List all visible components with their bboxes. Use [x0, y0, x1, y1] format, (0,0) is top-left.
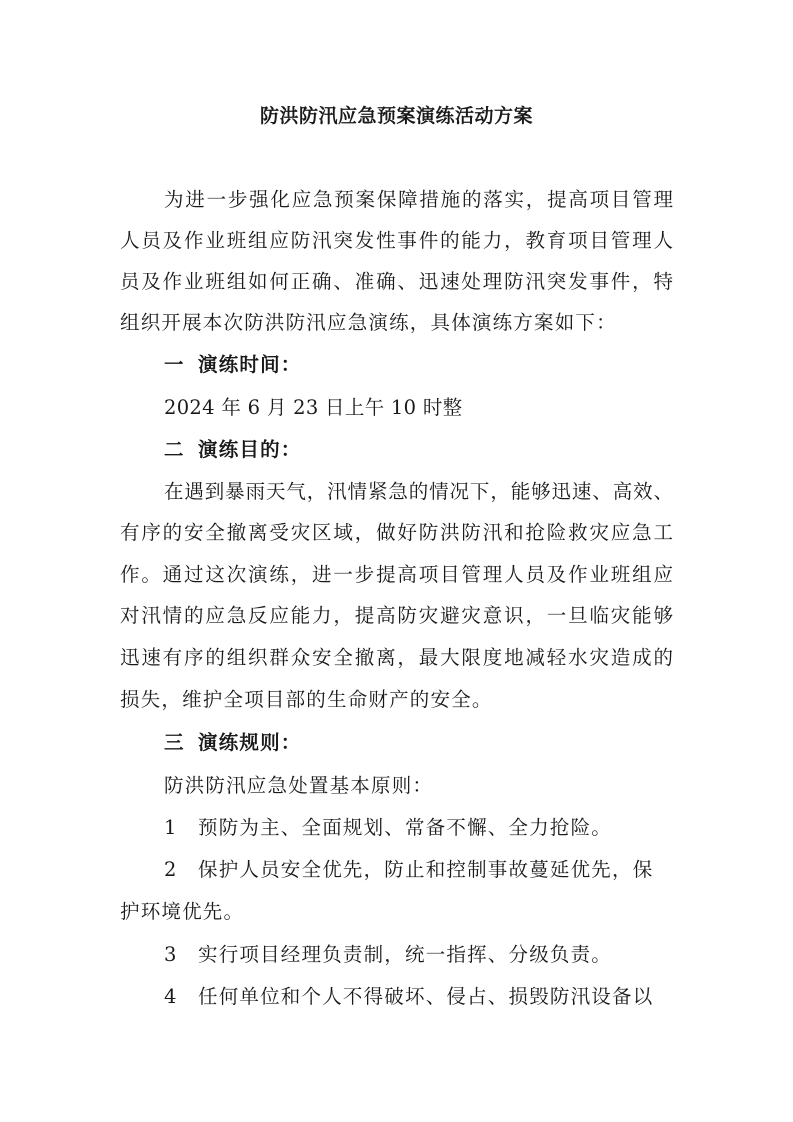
section-2-number: 二: [164, 438, 185, 461]
rule-number: 1: [164, 816, 178, 839]
intro-line-2: 人员及作业班组应防汛突发性事件的能力，教育项目管理人: [120, 229, 673, 252]
intro-line-4: 组织开展本次防洪防汛应急演练，具体演练方案如下：: [120, 311, 617, 334]
rule-item-4: [164, 983, 653, 1011]
section-2-line-6: 损失，维护全项目部的生命财产的安全。: [120, 688, 493, 711]
section-2-line-1: 在遇到暴雨天气，汛情紧急的情况下，能够迅速、高效、: [164, 480, 673, 503]
section-2-line-3: 作。通过这次演练，进一步提高项目管理人员及作业班组应: [120, 563, 673, 586]
section-2-heading: [164, 436, 302, 464]
document-title: 防洪防汛应急预案演练活动方案: [259, 105, 533, 127]
rule-text: 任何单位和个人不得破坏、侵占、损毁防汛设备以: [198, 985, 654, 1008]
rule-item-2-continued: 护环境优先。: [120, 900, 245, 923]
section-3-lead: 防洪防汛应急处置基本原则：: [164, 774, 434, 797]
rule-number: 3: [164, 943, 178, 966]
section-1-heading: [164, 351, 302, 379]
section-2-line-4: 对汛情的应急反应能力，提高防灾避灾意识，一旦临灾能够: [120, 604, 673, 627]
section-2-line-2: 有序的安全撤离受灾区域，做好防洪防汛和抢险救灾应急工: [120, 521, 673, 544]
rule-text: 实行项目经理负责制，统一指挥、分级负责。: [198, 943, 613, 966]
section-2-line-5: 迅速有序的组织群众安全撤离，最大限度地减轻水灾造成的: [120, 646, 673, 669]
section-1-text: 2024 年 6 月 23 日上午 10 时整: [164, 396, 463, 419]
rule-number: 4: [164, 985, 178, 1008]
section-1-title: 演练时间：: [198, 353, 302, 376]
section-3-title: 演练规则：: [198, 731, 302, 754]
section-3-heading: [164, 729, 302, 757]
rule-item-3: [164, 941, 612, 969]
rule-text: 保护人员安全优先，防止和控制事故蔓延优先，保: [198, 858, 654, 881]
section-1-number: 一: [164, 353, 185, 376]
rule-item-1: [164, 814, 612, 842]
rule-text: 预防为主、全面规划、常备不懈、全力抢险。: [198, 816, 613, 839]
section-3-number: 三: [164, 731, 185, 754]
intro-line-1: 为进一步强化应急预案保障措施的落实，提高项目管理: [164, 188, 673, 211]
rule-number: 2: [164, 858, 178, 881]
intro-line-3: 员及作业班组如何正确、准确、迅速处理防汛突发事件，特: [120, 270, 673, 293]
rule-item-2: [164, 856, 653, 884]
section-2-title: 演练目的：: [198, 438, 302, 461]
